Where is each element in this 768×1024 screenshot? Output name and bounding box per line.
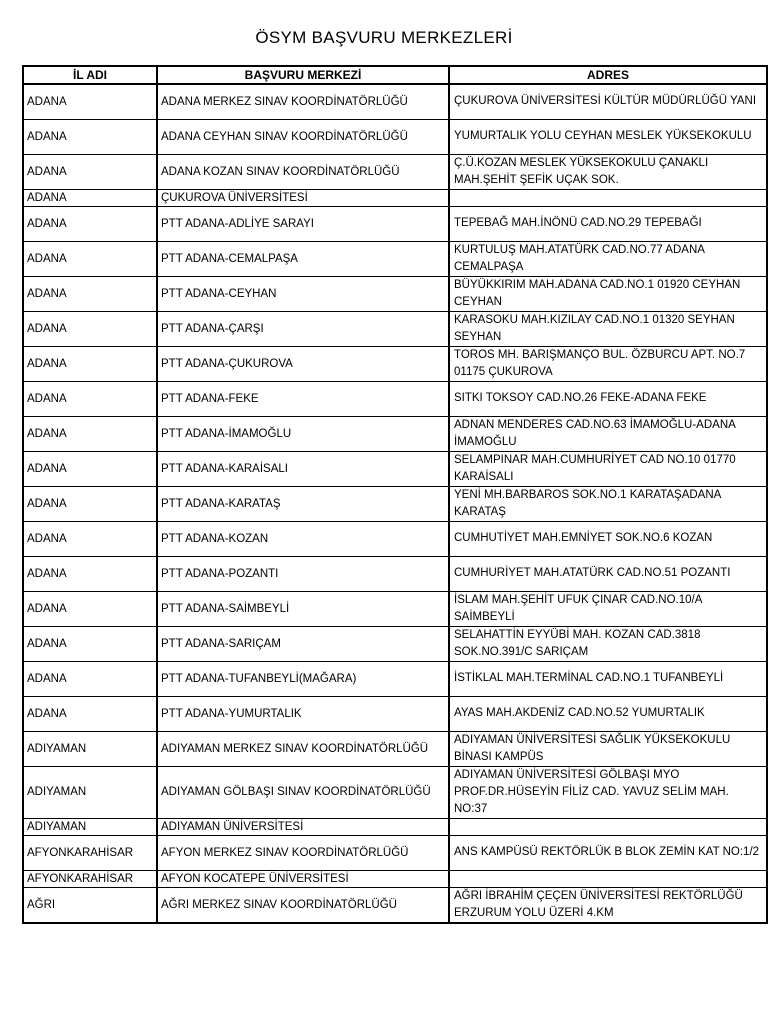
cell-adres: ADNAN MENDERES CAD.NO.63 İMAMOĞLU-ADANA İMAMOĞLU (449, 416, 767, 451)
cell-basvuru-merkezi: PTT ADANA-SARIÇAM (157, 626, 449, 661)
cell-basvuru-merkezi: ADANA MERKEZ SINAV KOORDİNATÖRLÜĞÜ (157, 84, 449, 119)
cell-il-adi: ADANA (23, 189, 157, 206)
cell-basvuru-merkezi: PTT ADANA-ÇUKUROVA (157, 346, 449, 381)
cell-adres: YENİ MH.BARBAROS SOK.NO.1 KARATAŞADANA KARATAŞ (449, 486, 767, 521)
table-row (23, 346, 767, 381)
table-row (23, 818, 767, 835)
table-row (23, 731, 767, 766)
cell-adres: Ç.Ü.KOZAN MESLEK YÜKSEKOKULU ÇANAKLI MAH.ŞEHİT ŞEFİK UÇAK SOK. (449, 154, 767, 189)
cell-il-adi: ADANA (23, 486, 157, 521)
header-il-adi: İL ADI (23, 66, 157, 84)
table-row (23, 206, 767, 241)
cell-basvuru-merkezi: ADIYAMAN MERKEZ SINAV KOORDİNATÖRLÜĞÜ (157, 731, 449, 766)
table-row (23, 486, 767, 521)
cell-basvuru-merkezi: ADIYAMAN GÖLBAŞI SINAV KOORDİNATÖRLÜĞÜ (157, 766, 449, 818)
cell-il-adi: ADIYAMAN (23, 731, 157, 766)
cell-basvuru-merkezi: ADANA CEYHAN SINAV KOORDİNATÖRLÜĞÜ (157, 119, 449, 154)
table-row (23, 119, 767, 154)
table-row (23, 311, 767, 346)
cell-adres: AĞRI İBRAHİM ÇEÇEN ÜNİVERSİTESİ REKTÖRLÜĞÜ ERZURUM YOLU ÜZERİ 4.KM (449, 887, 767, 923)
cell-basvuru-merkezi: PTT ADANA-KARATAŞ (157, 486, 449, 521)
table-row (23, 521, 767, 556)
cell-adres (449, 189, 767, 206)
cell-basvuru-merkezi: AFYON MERKEZ SINAV KOORDİNATÖRLÜĞÜ (157, 835, 449, 870)
table-row (23, 276, 767, 311)
cell-adres: TEPEBAĞ MAH.İNÖNÜ CAD.NO.29 TEPEBAĞI (449, 206, 767, 241)
cell-basvuru-merkezi: AĞRI MERKEZ SINAV KOORDİNATÖRLÜĞÜ (157, 887, 449, 923)
cell-adres: YUMURTALIK YOLU CEYHAN MESLEK YÜKSEKOKULU (449, 119, 767, 154)
cell-il-adi: ADANA (23, 119, 157, 154)
cell-basvuru-merkezi: PTT ADANA-CEYHAN (157, 276, 449, 311)
cell-il-adi: ADANA (23, 556, 157, 591)
cell-basvuru-merkezi: PTT ADANA-ÇARŞI (157, 311, 449, 346)
table-row (23, 591, 767, 626)
table-row (23, 241, 767, 276)
table-row (23, 696, 767, 731)
cell-basvuru-merkezi: PTT ADANA-FEKE (157, 381, 449, 416)
cell-basvuru-merkezi: PTT ADANA-CEMALPAŞA (157, 241, 449, 276)
cell-adres: SITKI TOKSOY CAD.NO.26 FEKE-ADANA FEKE (449, 381, 767, 416)
cell-il-adi: ADANA (23, 241, 157, 276)
cell-adres (449, 818, 767, 835)
cell-il-adi: ADANA (23, 346, 157, 381)
cell-il-adi: ADIYAMAN (23, 818, 157, 835)
cell-adres: BÜYÜKKIRIM MAH.ADANA CAD.NO.1 01920 CEYHAN CEYHAN (449, 276, 767, 311)
table-row (23, 556, 767, 591)
cell-basvuru-merkezi: PTT ADANA-KARAİSALI (157, 451, 449, 486)
cell-adres: İSTİKLAL MAH.TERMİNAL CAD.NO.1 TUFANBEYLİ (449, 661, 767, 696)
table-row (23, 189, 767, 206)
cell-basvuru-merkezi: PTT ADANA-TUFANBEYLİ(MAĞARA) (157, 661, 449, 696)
cell-il-adi: AĞRI (23, 887, 157, 923)
basvuru-table (22, 65, 768, 924)
table-row (23, 835, 767, 870)
cell-adres: SELAMPINAR MAH.CUMHURİYET CAD NO.10 01770 KARAİSALI (449, 451, 767, 486)
cell-il-adi: ADANA (23, 311, 157, 346)
header-basvuru-merkezi: BAŞVURU MERKEZİ (157, 66, 449, 84)
cell-basvuru-merkezi: ÇUKUROVA ÜNİVERSİTESİ (157, 189, 449, 206)
cell-adres: ANS KAMPÜSÜ REKTÖRLÜK B BLOK ZEMİN KAT NO:1/2 (449, 835, 767, 870)
cell-il-adi: ADANA (23, 626, 157, 661)
cell-basvuru-merkezi: PTT ADANA-POZANTI (157, 556, 449, 591)
cell-adres: AYAS MAH.AKDENİZ CAD.NO.52 YUMURTALIK (449, 696, 767, 731)
cell-adres: ÇUKUROVA ÜNİVERSİTESİ KÜLTÜR MÜDÜRLÜĞÜ YANI (449, 84, 767, 119)
table-row (23, 661, 767, 696)
cell-il-adi: ADANA (23, 661, 157, 696)
table-row (23, 416, 767, 451)
cell-il-adi: ADIYAMAN (23, 766, 157, 818)
cell-adres: ADIYAMAN ÜNİVERSİTESİ GÖLBAŞI MYO PROF.DR.HÜSEYİN FİLİZ CAD. YAVUZ SELİM MAH. NO:37 (449, 766, 767, 818)
cell-il-adi: ADANA (23, 206, 157, 241)
table-row (23, 887, 767, 923)
cell-il-adi: ADANA (23, 591, 157, 626)
cell-il-adi: ADANA (23, 521, 157, 556)
cell-basvuru-merkezi: PTT ADANA-YUMURTALIK (157, 696, 449, 731)
cell-il-adi: ADANA (23, 84, 157, 119)
cell-adres: ADIYAMAN ÜNİVERSİTESİ SAĞLIK YÜKSEKOKULU BİNASI KAMPÜS (449, 731, 767, 766)
table-header-row (23, 66, 767, 84)
cell-adres: İSLAM MAH.ŞEHİT UFUK ÇINAR CAD.NO.10/A SAİMBEYLİ (449, 591, 767, 626)
cell-basvuru-merkezi: ADIYAMAN ÜNİVERSİTESİ (157, 818, 449, 835)
cell-adres: SELAHATTİN EYYÜBİ MAH. KOZAN CAD.3818 SOK.NO.391/C SARIÇAM (449, 626, 767, 661)
table-row (23, 451, 767, 486)
cell-il-adi: ADANA (23, 451, 157, 486)
cell-il-adi: ADANA (23, 276, 157, 311)
table-row (23, 381, 767, 416)
cell-basvuru-merkezi: PTT ADANA-KOZAN (157, 521, 449, 556)
cell-adres: KARASOKU MAH.KIZILAY CAD.NO.1 01320 SEYHAN SEYHAN (449, 311, 767, 346)
cell-il-adi: ADANA (23, 154, 157, 189)
cell-il-adi: AFYONKARAHİSAR (23, 870, 157, 887)
cell-il-adi: ADANA (23, 381, 157, 416)
cell-basvuru-merkezi: PTT ADANA-ADLİYE SARAYI (157, 206, 449, 241)
header-adres: ADRES (449, 66, 767, 84)
table-row (23, 870, 767, 887)
cell-adres: CUMHURİYET MAH.ATATÜRK CAD.NO.51 POZANTI (449, 556, 767, 591)
table-row (23, 84, 767, 119)
table-row (23, 766, 767, 818)
cell-basvuru-merkezi: PTT ADANA-SAİMBEYLİ (157, 591, 449, 626)
cell-basvuru-merkezi: ADANA KOZAN SINAV KOORDİNATÖRLÜĞÜ (157, 154, 449, 189)
cell-adres: TOROS MH. BARIŞMANÇO BUL. ÖZBURCU APT. NO.7 01175 ÇUKUROVA (449, 346, 767, 381)
cell-adres (449, 870, 767, 887)
page-title: ÖSYM BAŞVURU MERKEZLERİ (255, 28, 513, 47)
cell-il-adi: ADANA (23, 416, 157, 451)
cell-basvuru-merkezi: PTT ADANA-İMAMOĞLU (157, 416, 449, 451)
cell-basvuru-merkezi: AFYON KOCATEPE ÜNİVERSİTESİ (157, 870, 449, 887)
table-row (23, 626, 767, 661)
cell-il-adi: AFYONKARAHİSAR (23, 835, 157, 870)
table-row (23, 154, 767, 189)
cell-adres: KURTULUŞ MAH.ATATÜRK CAD.NO.77 ADANA CEMALPAŞA (449, 241, 767, 276)
cell-adres: CUMHUTİYET MAH.EMNİYET SOK.NO.6 KOZAN (449, 521, 767, 556)
cell-il-adi: ADANA (23, 696, 157, 731)
